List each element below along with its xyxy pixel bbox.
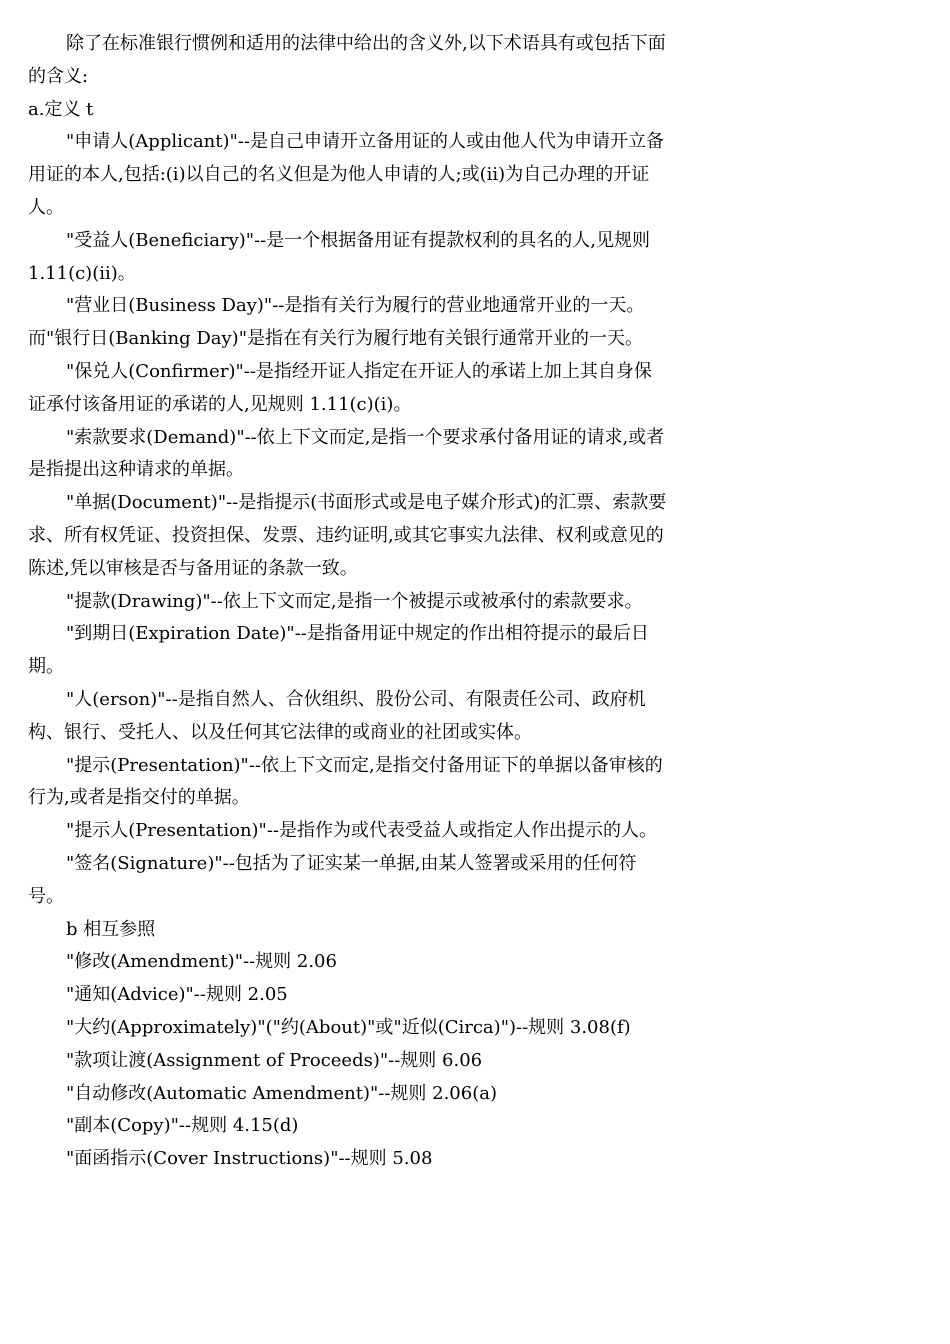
reference-amendment: "修改(Amendment)"--规则 2.06 <box>66 951 337 973</box>
section-a-heading: a.定义 t <box>28 98 94 120</box>
definition-document: "单据(Document)"--是指提示(书面形式或是电子媒介形式)的汇票、索款要求、所有权凭证、投资担保、发票、违约证明,或其它事实九法律、权利或意见的陈述,凭以审核是否与备用证的条款一致。 <box>28 492 667 579</box>
reference-automatic-amendment: "自动修改(Automatic Amendment)"--规则 2.06(a) <box>66 1082 497 1104</box>
intro-paragraph: 除了在标准银行惯例和适用的法律中给出的含义外,以下术语具有或包括下面的含义: <box>28 33 666 87</box>
reference-cover-instructions: "面函指示(Cover Instructions)"--规则 5.08 <box>66 1148 433 1170</box>
reference-approximately: "大约(Approximately)"("约(About)"或"近似(Circa)")--规则 3.08(f) <box>66 1016 631 1038</box>
definition-person: "人(erson)"--是指自然人、合伙组织、股份公司、有限责任公司、政府机构、银行、受托人、以及任何其它法律的或商业的社团或实体。 <box>28 688 646 743</box>
definition-beneficiary: "受益人(Beneficiary)"--是一个根据备用证有提款权利的具名的人,见规则 1.11(c)(ii)。 <box>28 229 650 284</box>
definition-confirmer: "保兑人(Confirmer)"--是指经开证人指定在开证人的承诺上加上其自身保证承付该备用证的承诺的人,见规则 1.11(c)(i)。 <box>28 360 652 415</box>
reference-copy: "副本(Copy)"--规则 4.15(d) <box>66 1115 299 1137</box>
definition-presenter: "提示人(Presentation)"--是指作为或代表受益人或指定人作出提示的人。 <box>66 820 658 842</box>
document-body <box>28 28 668 1176</box>
definition-presentation: "提示(Presentation)"--依上下文而定,是指交付备用证下的单据以备审核的行为,或者是指交付的单据。 <box>28 754 663 809</box>
definition-applicant: "申请人(Applicant)"--是自己申请开立备用证的人或由他人代为申请开立备用证的本人,包括:(i)以自己的名义但是为他人申请的人;或(ii)为自己办理的开证人。 <box>28 131 664 218</box>
reference-advice: "通知(Advice)"--规则 2.05 <box>66 984 288 1006</box>
definition-expiration-date: "到期日(Expiration Date)"--是指备用证中规定的作出相符提示的最后日期。 <box>28 623 649 678</box>
section-b-heading: b 相互参照 <box>66 918 156 940</box>
definition-business-day: "营业日(Business Day)"--是指有关行为履行的营业地通常开业的一天。而"银行日(Banking Day)"是指在有关行为履行地有关银行通常开业的一天。 <box>28 295 645 350</box>
definition-signature: "签名(Signature)"--包括为了证实某一单据,由某人签署或采用的任何符号。 <box>28 852 637 907</box>
definition-demand: "索款要求(Demand)"--依上下文而定,是指一个要求承付备用证的请求,或者是指提出这种请求的单据。 <box>28 426 665 481</box>
definition-drawing: "提款(Drawing)"--依上下文而定,是指一个被提示或被承付的索款要求。 <box>66 590 643 612</box>
reference-assignment: "款项让渡(Assignment of Proceeds)"--规则 6.06 <box>66 1049 483 1071</box>
